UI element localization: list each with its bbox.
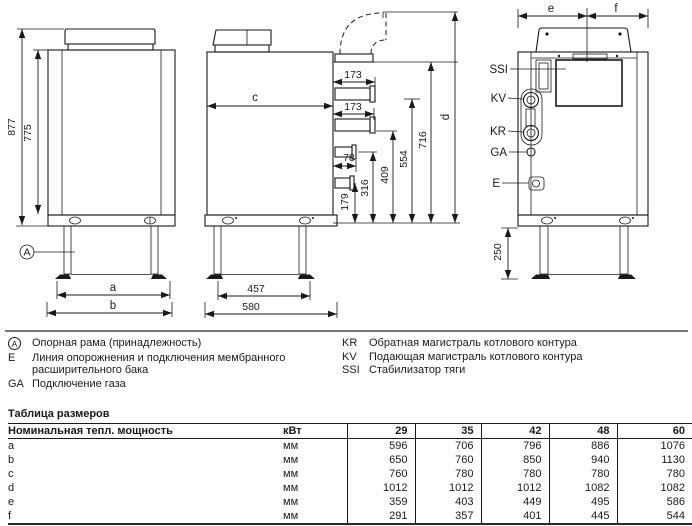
cell-param: e (8, 496, 15, 508)
cell-value: 596 (347, 439, 415, 454)
legend-key: E (8, 351, 16, 364)
cell-value: 291 (347, 509, 415, 524)
header-power: 48 (549, 424, 617, 439)
table-row (8, 439, 692, 454)
rear-view (489, 3, 648, 279)
dim-label-a: a (109, 282, 117, 294)
frame-marker-label: A (23, 246, 31, 259)
header-power: 35 (415, 424, 481, 439)
table-row (8, 495, 692, 509)
cell-value: 1012 (347, 481, 415, 495)
dim-label-316: 316 (359, 179, 371, 197)
cell-value: 760 (347, 467, 415, 481)
cell-value: 940 (549, 453, 617, 467)
legend-text: Стабилизатор тяги (369, 364, 466, 376)
connection-label-e: E (492, 178, 500, 190)
header-unit: кВт (283, 424, 347, 439)
legend-text: Опорная рама (принадлежность) (32, 337, 202, 349)
cell-value: 495 (549, 495, 617, 509)
cell-value: 780 (617, 467, 692, 481)
connection-label-kr: KR (490, 126, 506, 138)
cell-value: 1082 (549, 481, 617, 495)
dim-label-554: 554 (398, 150, 410, 168)
legend-item (342, 337, 688, 350)
cell-value: 449 (481, 495, 549, 509)
dim-label-457: 457 (247, 283, 265, 295)
legend-key: GA (8, 377, 24, 390)
cell-value: 1076 (617, 439, 692, 454)
cell-value: 357 (415, 509, 481, 524)
cell-param: a (8, 440, 15, 452)
table-row (8, 467, 692, 481)
cell-value: 850 (481, 453, 549, 467)
cell-value: 796 (481, 439, 549, 454)
connection-label-kv: KV (490, 93, 506, 105)
cell-value: 1012 (415, 481, 481, 495)
dim-label-250: 250 (492, 243, 504, 261)
front-view (6, 29, 175, 317)
legend-key: SSI (342, 364, 360, 376)
table-row (8, 481, 692, 495)
dim-label-775: 775 (22, 124, 34, 142)
legend-text: Подключение газа (32, 377, 126, 390)
dim-label-173-bottom: 173 (344, 101, 362, 113)
cell-unit: мм (283, 509, 347, 524)
header-power: 29 (347, 424, 415, 439)
legend-item (342, 364, 688, 377)
cell-value: 1082 (617, 481, 692, 495)
cell-unit: мм (283, 454, 299, 466)
cell-param: c (8, 468, 14, 480)
cell-value: 359 (347, 495, 415, 509)
dim-label-e: e (547, 3, 555, 15)
legend-item (8, 352, 342, 377)
table-row (8, 509, 692, 524)
dim-label-179: 179 (339, 193, 351, 211)
cell-unit: мм (283, 482, 299, 494)
dim-label-b: b (109, 300, 117, 312)
cell-value: 401 (481, 509, 549, 524)
legend-right-column (342, 337, 688, 391)
dim-label-d: d (440, 113, 452, 121)
cell-unit: мм (283, 440, 299, 452)
dim-label-173-top: 173 (344, 69, 362, 81)
cell-value: 403 (415, 495, 481, 509)
cell-param: b (8, 454, 15, 466)
cell-value: 706 (415, 439, 481, 454)
table-title: Таблица размеров (8, 408, 110, 420)
dimensions-table (8, 423, 692, 525)
legend (8, 337, 688, 391)
cell-value: 586 (617, 495, 692, 509)
header-param: Номинальная тепл. мощность (8, 424, 283, 439)
cell-value: 760 (415, 453, 481, 467)
dim-label-f: f (614, 3, 618, 15)
header-power: 60 (617, 424, 692, 439)
cell-value: 1012 (481, 481, 549, 495)
cell-value: 780 (481, 467, 549, 481)
dim-label-716: 716 (417, 131, 429, 149)
legend-item (342, 351, 688, 364)
legend-key: KV (342, 350, 357, 363)
legend-text: Линия опорожнения и подключения мембранного расширительного бака (32, 351, 286, 376)
legend-left-column (8, 337, 342, 391)
legend-text: Подающая магистраль котлового контура (369, 350, 583, 363)
cell-value: 780 (415, 467, 481, 481)
cell-param: d (8, 482, 15, 494)
dim-label-877: 877 (6, 118, 18, 136)
dim-label-409: 409 (379, 166, 391, 184)
cell-value: 445 (549, 509, 617, 524)
cell-unit: мм (283, 496, 299, 508)
dimensions-table-section (8, 407, 692, 525)
dim-label-580: 580 (242, 301, 260, 313)
dim-label-c: c (252, 92, 258, 104)
connection-label-ga: GA (490, 147, 507, 159)
cell-unit: мм (283, 468, 299, 480)
legend-key-circled-a: A (8, 337, 21, 350)
side-view (205, 12, 460, 318)
cell-value: 650 (347, 453, 415, 467)
cell-value: 544 (617, 509, 692, 524)
connection-label-ssi: SSI (489, 64, 508, 76)
legend-item (8, 337, 342, 351)
dim-label-78: 78 (343, 152, 355, 164)
header-power: 42 (481, 424, 549, 439)
legend-key: KR (342, 337, 358, 349)
cell-value: 886 (549, 439, 617, 454)
table-row (8, 453, 692, 467)
cell-value: 780 (549, 467, 617, 481)
cell-value: 1130 (617, 453, 692, 467)
table-header-row (8, 424, 692, 439)
legend-item (8, 378, 342, 391)
cell-param: f (8, 509, 283, 524)
legend-text: Обратная магистраль котлового контура (369, 337, 577, 349)
